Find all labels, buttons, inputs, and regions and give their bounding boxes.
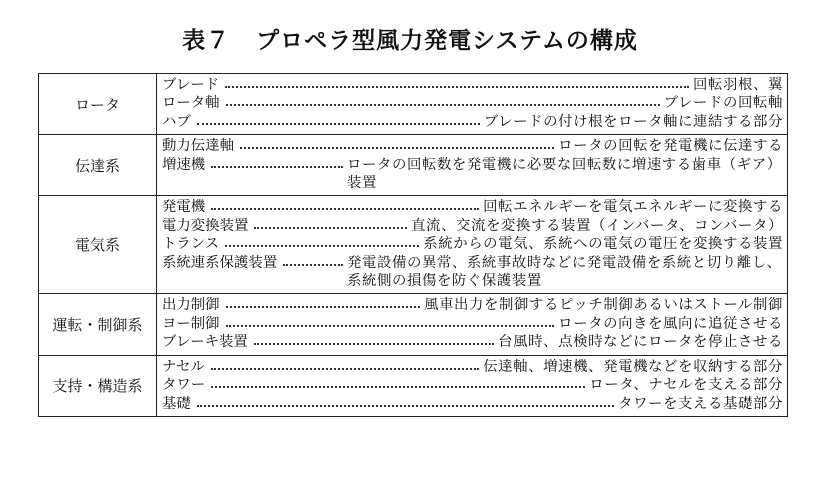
item-name: 系統連系保護装置 <box>162 254 278 271</box>
item-row <box>162 217 783 235</box>
item-desc: 台風時、点検時などにロータを停止させる <box>498 334 783 351</box>
dot-leader <box>283 254 343 266</box>
item-name: 増速機 <box>162 156 206 173</box>
item-desc: タワーを支える基礎部分 <box>618 395 783 412</box>
category-label: 支持・構造系 <box>39 355 157 416</box>
dot-leader <box>197 395 614 407</box>
item-row <box>162 296 783 314</box>
item-desc: ロータ、ナセルを支える部分 <box>589 377 783 394</box>
section-row-control <box>39 294 788 355</box>
dot-leader <box>240 137 554 149</box>
item-row <box>162 315 783 333</box>
item-name: トランス <box>162 236 220 253</box>
item-name: 発電機 <box>162 199 206 216</box>
item-row <box>162 76 783 94</box>
item-row <box>162 333 783 351</box>
item-desc: 回転羽根、翼 <box>693 77 783 93</box>
item-row <box>162 358 783 376</box>
dot-leader <box>211 358 479 370</box>
section-row-rotor <box>39 74 788 135</box>
items-cell <box>157 355 788 416</box>
item-name: 電力変換装置 <box>162 217 249 234</box>
item-name: 出力制御 <box>162 297 220 314</box>
item-name: ナセル <box>162 358 205 375</box>
item-name: ブレード <box>162 77 219 93</box>
dot-leader <box>254 217 407 229</box>
item-desc: ロータの向きを風向に追従させる <box>558 315 783 332</box>
item-name: ロータ軸 <box>162 95 220 112</box>
category-label: ロータ <box>39 74 157 135</box>
section-row-transmission <box>39 135 788 196</box>
item-name: タワー <box>162 377 206 394</box>
items-cell <box>157 135 788 196</box>
item-row <box>162 198 783 216</box>
dot-leader <box>197 113 480 125</box>
item-desc: ブレードの回転軸 <box>663 95 783 112</box>
table-number: 表７ <box>182 28 231 54</box>
dot-leader <box>254 333 494 345</box>
item-name: 基礎 <box>162 395 191 412</box>
item-row <box>162 395 783 413</box>
dot-leader <box>211 376 585 388</box>
item-row <box>162 137 783 155</box>
item-desc: 回転エネルギーを電気エネルギーに変換する <box>483 199 783 216</box>
category-label: 伝達系 <box>39 135 157 196</box>
item-row <box>162 113 783 131</box>
item-row <box>162 254 783 291</box>
item-desc: 系統からの電気、系統への電気の電圧を変換する装置 <box>423 236 783 253</box>
item-name: ブレーキ装置 <box>162 334 248 351</box>
table-title: プロペラ型風力発電システムの構成 <box>256 28 638 54</box>
item-name: ヨー制御 <box>162 315 220 332</box>
dot-leader <box>225 235 419 247</box>
item-name: 動力伝達軸 <box>162 138 234 155</box>
page-title <box>0 22 820 55</box>
item-desc: ロータの回転を発電機に伝達する <box>558 138 783 155</box>
items-cell <box>157 294 788 355</box>
dot-leader <box>226 296 421 308</box>
item-desc: 直流、交流を変換する装置（インバータ、コンバータ） <box>411 217 783 234</box>
dot-leader <box>226 94 660 106</box>
dot-leader <box>226 315 555 327</box>
item-row <box>162 156 783 193</box>
dot-leader <box>211 198 479 210</box>
category-label: 運転・制御系 <box>39 294 157 355</box>
category-label: 電気系 <box>39 196 157 294</box>
item-desc: 発電設備の異常、系統事故時などに発電設備を系統と切り離し、系統側の損傷を防ぐ保護装置 <box>347 254 782 290</box>
section-row-structure <box>39 355 788 416</box>
item-row <box>162 376 783 394</box>
dot-leader <box>225 76 689 88</box>
component-table <box>38 73 788 417</box>
item-desc: 伝達軸、増速機、発電機などを収納する部分 <box>483 358 783 375</box>
items-cell <box>157 196 788 294</box>
section-row-electrical <box>39 196 788 294</box>
item-name: ハブ <box>162 113 191 130</box>
item-desc: ブレードの付け根をロータ軸に連結する部分 <box>483 113 783 130</box>
items-cell <box>157 74 788 135</box>
item-row <box>162 94 783 112</box>
item-row <box>162 235 783 253</box>
item-desc: 風車出力を制御するピッチ制御あるいはストール制御 <box>424 297 783 314</box>
item-desc: ロータの回転数を発電機に必要な回転数に増速する歯車（ギア）装置 <box>347 156 782 192</box>
dot-leader <box>211 156 343 168</box>
